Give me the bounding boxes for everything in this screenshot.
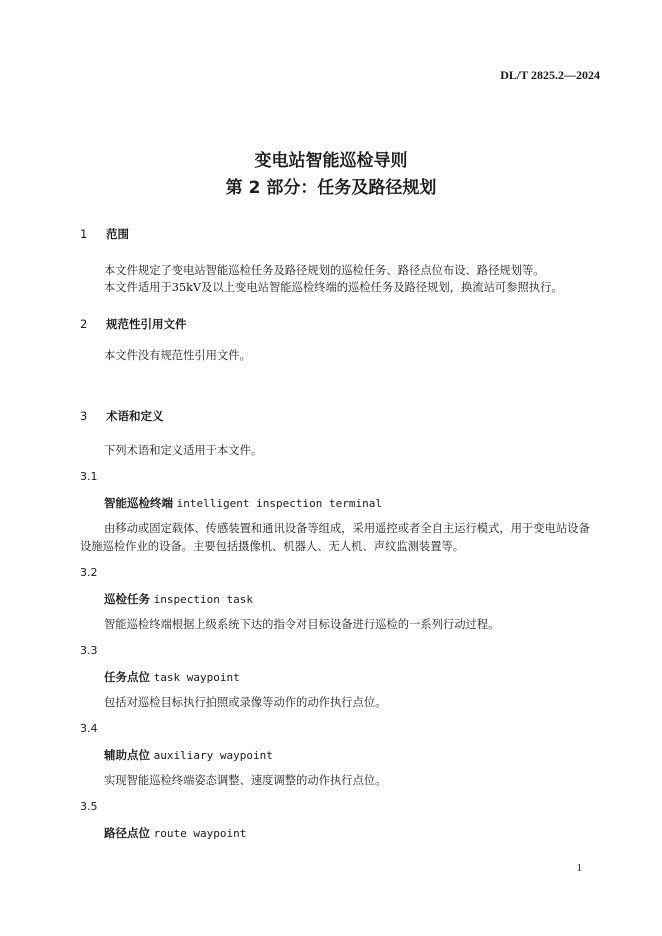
section-title: 范围 [106, 227, 129, 241]
term-en: intelligent inspection terminal [176, 497, 382, 510]
term-number: 3.5 [80, 800, 98, 813]
document-subtitle: 第 2 部分：任务及路径规划 [225, 178, 437, 198]
term-zh: 路径点位 [104, 826, 150, 840]
term-zh: 智能巡检终端 [104, 496, 173, 510]
term-number: 3.2 [80, 566, 98, 579]
term-definition: 由移动或固定载体、传感装置和通讯设备等组成，采用遥控或者全自主运行模式，用于变电站设备 [104, 522, 590, 535]
term-en: route waypoint [153, 827, 247, 840]
paragraph: 本文件没有规范性引用文件。 [104, 349, 251, 362]
section-heading-1 [80, 226, 129, 242]
standard-code: DL/T 2825.2—2024 [500, 68, 600, 82]
section-title: 术语和定义 [106, 409, 164, 423]
page-number: 1 [576, 862, 582, 874]
term-definition: 设施巡检作业的设备。主要包括摄像机、机器人、无人机、声纹监测装置等。 [80, 540, 465, 553]
term-number: 3.3 [80, 644, 98, 657]
term-zh: 辅助点位 [104, 748, 150, 762]
paragraph: 下列术语和定义适用于本文件。 [104, 444, 263, 457]
term-number: 3.1 [80, 470, 98, 483]
section-heading-3 [80, 408, 164, 424]
section-title: 规范性引用文件 [106, 317, 187, 331]
term-zh: 巡检任务 [104, 592, 150, 606]
term-entry [104, 669, 240, 685]
term-entry [104, 591, 253, 607]
term-en: auxiliary waypoint [153, 749, 273, 762]
term-entry [104, 825, 246, 841]
term-en: inspection task [153, 593, 253, 606]
term-definition: 实现智能巡检终端姿态调整、速度调整的动作执行点位。 [104, 774, 387, 787]
term-definition: 包括对巡检目标执行拍照或录像等动作的动作执行点位。 [104, 696, 387, 709]
section-number: 3 [80, 409, 88, 423]
term-number: 3.4 [80, 722, 98, 735]
section-number: 1 [80, 227, 88, 241]
term-entry [104, 747, 273, 763]
term-definition: 智能巡检终端根据上级系统下达的指令对目标设备进行巡检的一系列行动过程。 [104, 618, 500, 631]
section-number: 2 [80, 317, 88, 331]
term-entry [104, 495, 382, 511]
paragraph: 本文件规定了变电站智能巡检任务及路径规划的巡检任务、路径点位布设、路径规划等。 [104, 264, 545, 277]
section-heading-2 [80, 316, 187, 332]
paragraph: 本文件适用于35kV及以上变电站智能巡检终端的巡检任务及路径规划，换流站可参照执行。 [104, 281, 563, 294]
document-title: 变电站智能巡检导则 [254, 151, 408, 171]
term-zh: 任务点位 [104, 670, 150, 684]
term-en: task waypoint [153, 671, 240, 684]
